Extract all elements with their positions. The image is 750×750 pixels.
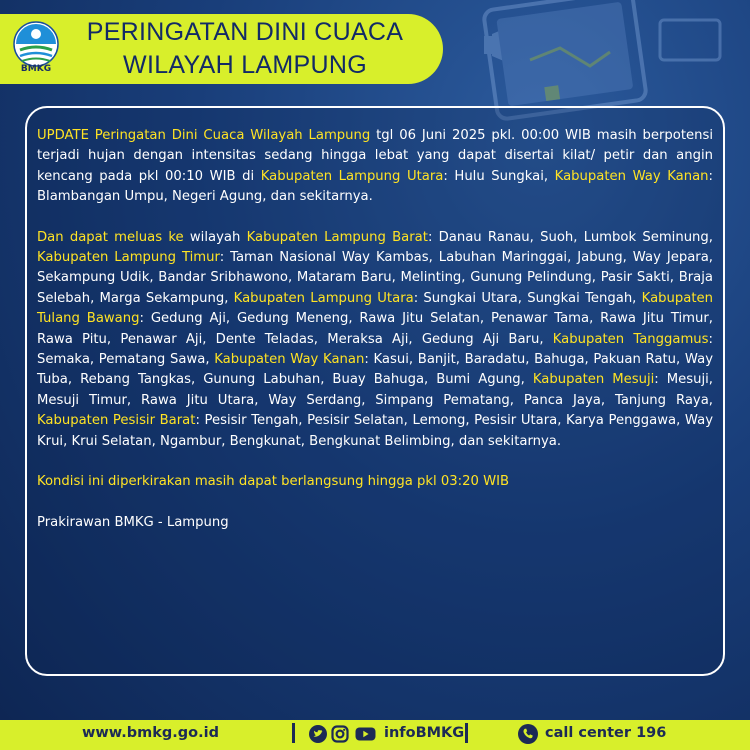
text-span: : Blambangan Umpu, Negeri Agung, dan sekitarnya. bbox=[37, 168, 713, 205]
paragraph-duration: Kondisi ini diperkirakan masih dapat berlangsung hingga pkl 03:20 WIB bbox=[37, 474, 510, 490]
region-name: Kabupaten Lampung Utara bbox=[233, 290, 414, 306]
region-name: Kabupaten Tanggamus bbox=[552, 331, 709, 347]
footer-divider bbox=[465, 723, 468, 743]
warning-text bbox=[37, 126, 713, 553]
youtube-icon[interactable] bbox=[355, 725, 376, 743]
region-name: Kabupaten Way Kanan bbox=[214, 352, 365, 368]
footer-divider bbox=[292, 723, 295, 743]
logo-text: BMKG bbox=[20, 64, 52, 74]
paragraph-expansion bbox=[37, 228, 713, 452]
text-span: : Mesuji, Mesuji Timur, Rawa Jitu Utara, Way Serdang, Simpang Pematang, Panca Jaya, Tanjung Raya, bbox=[37, 372, 714, 408]
text-span: : Danau Ranau, Suoh, Lumbok Seminung, bbox=[427, 229, 713, 245]
phone-icon bbox=[518, 724, 538, 744]
footer-bar bbox=[0, 720, 750, 750]
title-line-1: PERINGATAN DINI CUACA bbox=[86, 18, 404, 46]
text-span: : Hulu Sungkai, bbox=[443, 168, 555, 184]
region-name: Kabupaten Lampung Timur bbox=[37, 250, 220, 266]
text-span: wilayah bbox=[183, 229, 247, 245]
text-span: : Sungkai Utara, Sungkai Tengah, bbox=[413, 290, 642, 306]
text-span: : Pesisir Tengah, Pesisir Selatan, Lemong, Pesisir Utara, Karya Penggawa, Way Krui, Krui Selatan, Ngambur, Bengkunat, Bengkunat Belimbing, dan sekitarnya. bbox=[37, 413, 714, 449]
text-span: : Kasui, Banjit, Baradatu, Bahuga, Pakuan Ratu, Way Tuba, Rebang Tangkas, Gunung Labuhan, Buay Bahuga, Bumi Agung, bbox=[37, 352, 713, 388]
window-icon bbox=[660, 20, 720, 60]
update-heading: UPDATE Peringatan Dini Cuaca Wilayah Lampung bbox=[37, 128, 371, 143]
region-name: Kabupaten Mesuji bbox=[532, 372, 655, 388]
twitter-icon[interactable] bbox=[309, 725, 327, 743]
text-span: tgl 06 Juni 2025 pkl. 00:00 WIB masih berpotensi terjadi hujan dengan intensitas sedang hingga lebat yang dapat disertai kilat/ petir dan angin kencang pada pkl 00:10 WIB di bbox=[37, 128, 713, 184]
instagram-icon[interactable] bbox=[331, 725, 349, 743]
region-name: Kabupaten Pesisir Barat bbox=[37, 413, 196, 429]
text-span: : Taman Nasional Way Kambas, Labuhan Maringgai, Jabung, Way Jepara, Sekampung Udik, Bandar Sribhawono, Mataram Baru, Melinting, Gunung Pelindung, Pasir Sakti, Braja Selebah, Marga Sekampung, bbox=[37, 250, 713, 306]
website-link[interactable]: www.bmkg.go.id bbox=[82, 725, 219, 741]
paragraph-signature: Prakirawan BMKG - Lampung bbox=[37, 514, 229, 530]
region-name: Kabupaten Tulang Bawang bbox=[37, 290, 713, 327]
tablet-icon bbox=[483, 0, 647, 120]
paragraph-update bbox=[37, 126, 713, 208]
text-span: : Semaka, Pematang Sawa, bbox=[37, 331, 713, 368]
region-name: Kabupaten Lampung Barat bbox=[246, 229, 428, 245]
expansion-heading: Dan dapat meluas ke bbox=[37, 229, 184, 245]
region-name: Kabupaten Lampung Utara bbox=[260, 168, 444, 184]
social-handle[interactable]: infoBMKG bbox=[384, 725, 465, 741]
region-name: Kabupaten Way Kanan bbox=[554, 168, 709, 184]
page-title bbox=[70, 16, 420, 82]
text-span: : Gedung Aji, Gedung Meneng, Rawa Jitu Selatan, Penawar Tama, Rawa Jitu Timur, Rawa Pitu, Penawar Aji, Dente Teladas, Meraksa Aji, Gedung Aji Baru, bbox=[37, 311, 713, 347]
call-center[interactable]: call center 196 bbox=[545, 725, 667, 741]
title-line-2: WILAYAH LAMPUNG bbox=[123, 51, 367, 79]
